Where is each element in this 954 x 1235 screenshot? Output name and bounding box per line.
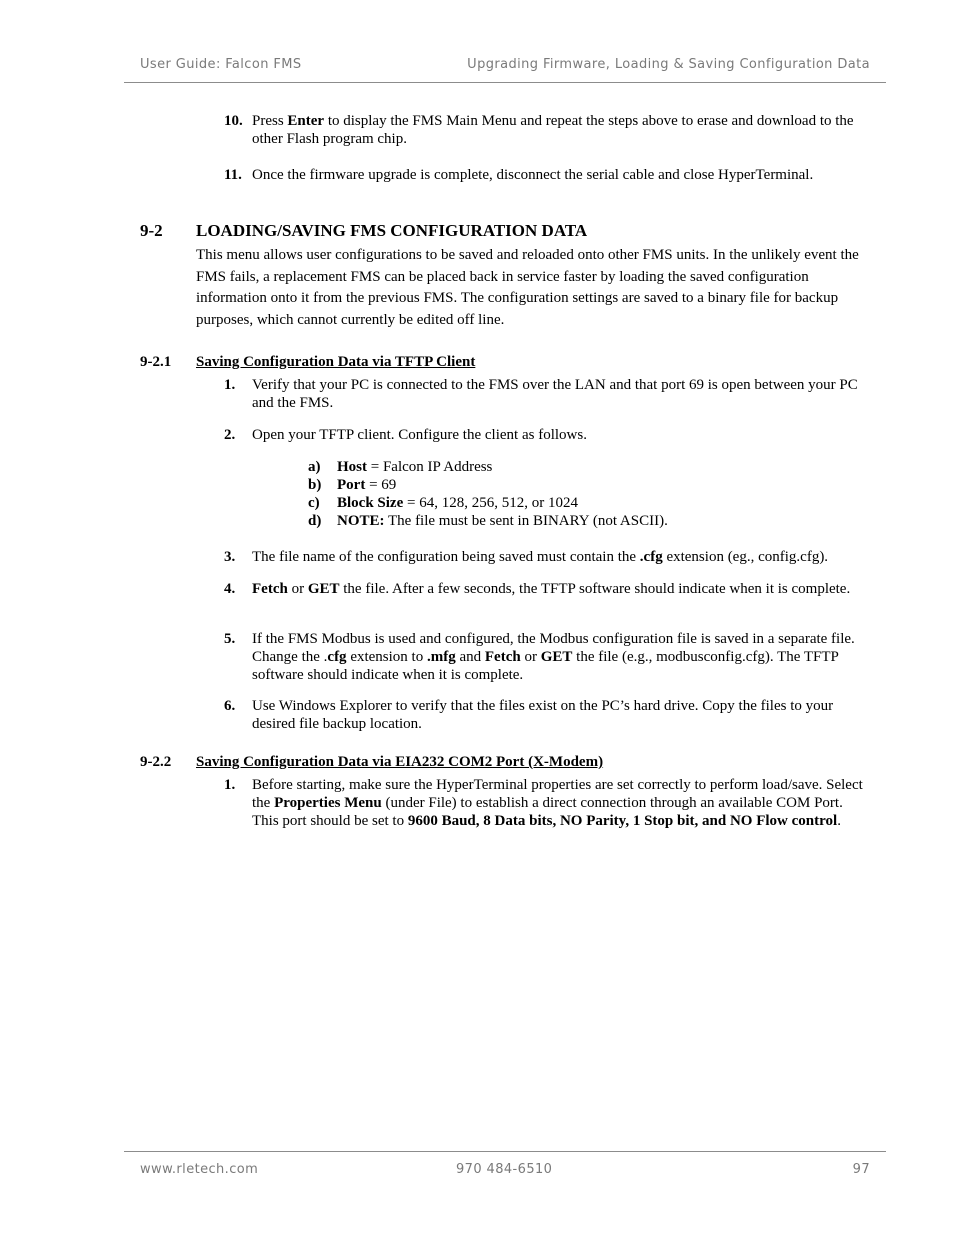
step-text: Open your TFTP client. Configure the client as follows. — [252, 427, 587, 443]
sublist-item: Host = Falcon IP Address — [337, 459, 493, 475]
page-number: 97 — [852, 1162, 870, 1177]
step-text: Press Enter to display the FMS Main Menu and repeat the steps above to erase and download to the other Flash program chip. — [252, 113, 854, 147]
step-number: 2. — [224, 427, 236, 443]
step-number: 3. — [224, 549, 236, 565]
step-number: 6. — [224, 698, 236, 714]
step-number: 1. — [224, 777, 236, 793]
step-number: 4. — [224, 581, 236, 597]
sublist-item: Port = 69 — [337, 477, 397, 493]
step-text: Once the firmware upgrade is complete, disconnect the serial cable and close HyperTerminal. — [252, 167, 814, 183]
section-paragraph: This menu allows user configurations to be saved and reloaded onto other FMS units. In the unlikely event the FMS fails, a replacement FMS can be placed back in service faster by loading the saved configuration information onto it from the previous FMS. The configuration settings are saved to a binary file for backup purposes, which cannot currently be edited off line. — [196, 247, 859, 329]
header-chapter-title: Upgrading Firmware, Loading & Saving Configuration Data — [467, 57, 870, 72]
step-text: Fetch or GET the file. After a few seconds, the TFTP software should indicate when it is complete. — [252, 581, 851, 597]
sublist-item: NOTE: The file must be sent in BINARY (not ASCII). — [337, 513, 668, 529]
step-text: Use Windows Explorer to verify that the files exist on the PC’s hard drive. Copy the files to your desired file backup location. — [252, 698, 834, 732]
step-text: If the FMS Modbus is used and configured, the Modbus configuration file is saved in a separate file. Change the .cfg extension to .mfg and Fetch or GET the file (e.g., modbusconfig.cfg). The TFTP software should indicate when it is complete. — [252, 631, 855, 683]
step-number: 5. — [224, 631, 236, 647]
sublist-label: a) — [308, 459, 321, 475]
footer-website: www.rletech.com — [140, 1162, 259, 1177]
step-text: Verify that your PC is connected to the FMS over the LAN and that port 69 is open between your PC and the FMS. — [252, 377, 858, 411]
subsection-title: Saving Configuration Data via EIA232 COM2 Port (X-Modem) — [196, 754, 604, 770]
sublist-label: b) — [308, 477, 322, 493]
subsection-title: Saving Configuration Data via TFTP Client — [196, 354, 476, 370]
sublist-label: d) — [308, 513, 322, 529]
subsection-number: 9-2.2 — [140, 754, 172, 770]
sublist-label: c) — [308, 495, 320, 511]
section-number: 9-2 — [140, 221, 163, 240]
section-title: LOADING/SAVING FMS CONFIGURATION DATA — [196, 221, 588, 240]
page-footer — [124, 1151, 886, 1182]
sublist-item: Block Size = 64, 128, 256, 512, or 1024 — [337, 495, 578, 511]
subsection-number: 9-2.1 — [140, 354, 172, 370]
step-text: The file name of the configuration being saved must contain the .cfg extension (eg., config.cfg). — [252, 549, 829, 565]
page-header — [124, 57, 886, 83]
header-guide-title: User Guide: Falcon FMS — [140, 57, 302, 72]
step-text: Before starting, make sure the HyperTerminal properties are set correctly to perform load/save. Select the Properties Menu (under File) to establish a direct connection through an available COM Port. This port should be set to 9600 Baud, 8 Data bits, NO Parity, 1 Stop bit, and NO Flow control. — [252, 777, 863, 829]
footer-phone: 970 484-6510 — [456, 1162, 553, 1177]
step-number: 10. — [224, 113, 243, 129]
step-number: 11. — [224, 167, 242, 183]
step-number: 1. — [224, 377, 236, 393]
